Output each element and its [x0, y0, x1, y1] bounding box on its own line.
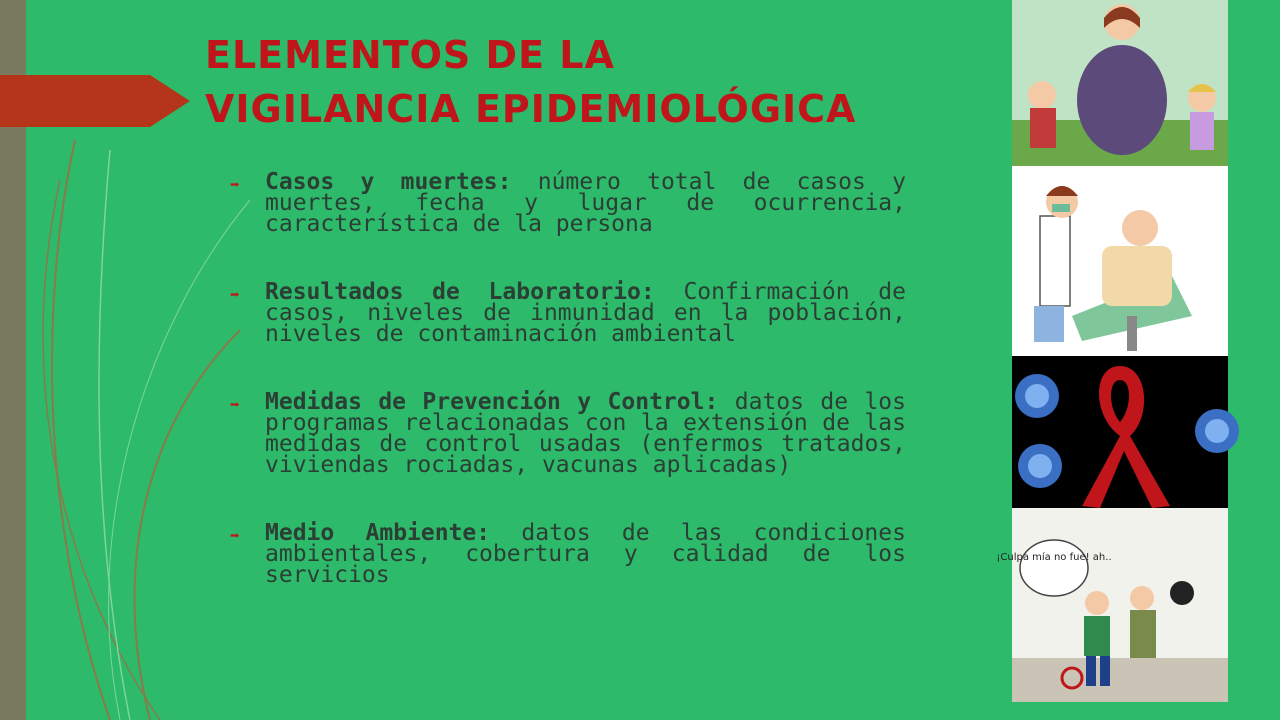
bullet-heading: Resultados de Laboratorio: — [265, 279, 655, 305]
family-illustration — [1012, 0, 1228, 166]
title-arrow-tab — [0, 75, 190, 127]
bullet-item-casos — [230, 169, 906, 237]
bullet-text: Confirmación de casos, niveles de inmunidad en la población, niveles de contaminación ambiental — [265, 279, 906, 347]
bullet-text: número total de casos y muertes, fecha y lugar de ocurrencia, característica de la persona — [265, 169, 906, 237]
cartoon-speech-illustration — [996, 508, 1228, 702]
bullet-item-laboratorio — [230, 279, 906, 347]
illustration-column — [996, 0, 1228, 720]
red-ribbon-illustration — [1012, 356, 1228, 508]
title-line-2: VIGILANCIA EPIDEMIOLÓGICA — [205, 87, 857, 131]
bullet-item-ambiente — [230, 520, 906, 588]
bullet-list — [230, 169, 907, 633]
dentist-illustration — [1012, 166, 1228, 356]
arrow-bullet-icon: ➡ — [230, 395, 240, 414]
arrow-bullet-icon: ➡ — [230, 175, 240, 194]
bullet-heading: Medidas de Prevención y Control: — [265, 389, 719, 415]
title-line-1: ELEMENTOS DE LA — [205, 33, 615, 77]
bullet-heading: Medio Ambiente: — [265, 520, 491, 546]
speech-bubble-text: ¡Culpa mía no fue! ah.. — [996, 552, 1112, 563]
bullet-text: datos de las condiciones ambientales, cobertura y calidad de los servicios — [265, 520, 906, 588]
bullet-item-prevencion — [230, 389, 907, 478]
bullet-text: datos de los programas relacionadas con la extensión de las medidas de control usadas (enfermos tratados, viviendas rociadas, vacunas aplicadas) — [265, 389, 907, 478]
bullet-heading: Casos y muertes: — [265, 169, 512, 195]
arrow-bullet-icon: ➡ — [230, 526, 240, 545]
arrow-bullet-icon: ➡ — [230, 285, 240, 304]
slide-title — [205, 28, 995, 136]
